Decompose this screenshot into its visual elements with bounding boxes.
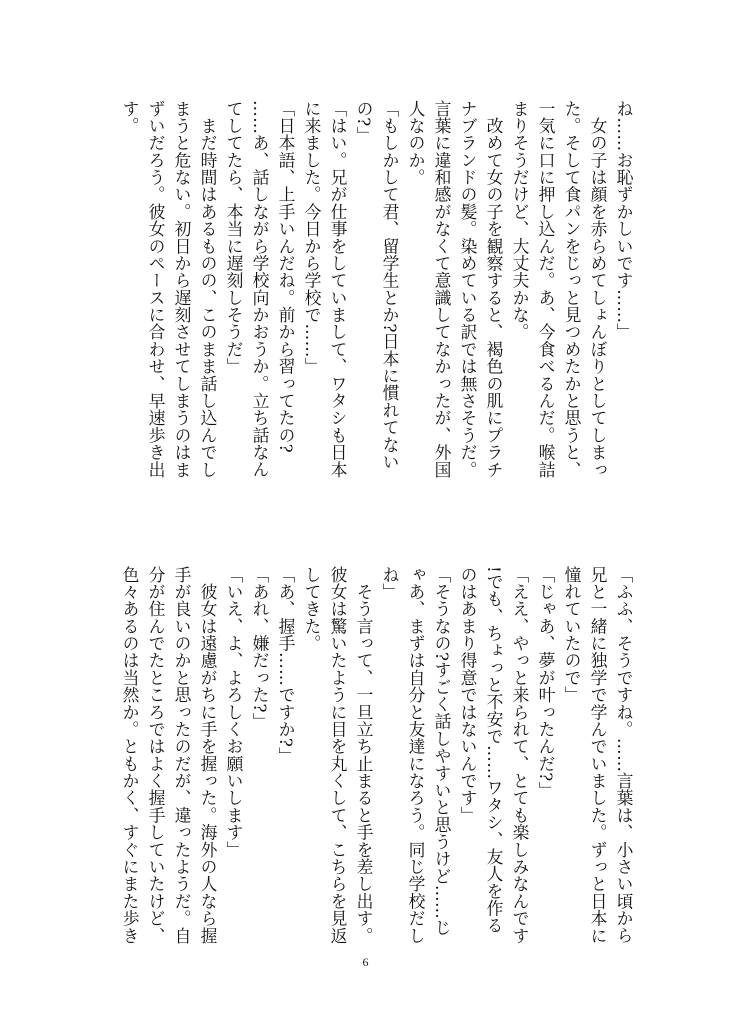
text-line: 「じゃあ、夢が叶ったんだ?」 — [536, 566, 556, 799]
text-line: ナブランドの髪。染めている訳では無さそうだ。 — [458, 100, 478, 479]
text-line: してきた。 — [302, 566, 322, 652]
text-line: 「もしかして君、留学生とか?日本に慣れてない — [380, 100, 400, 471]
text-line: 彼女は驚いたように目を丸くして、こちらを見返 — [328, 566, 348, 945]
text-line: ゃあ、まずは自分と友達になろう。同じ学校だし — [406, 566, 426, 945]
text-line: 「はい。兄が仕事をしていまして、ワタシも日本 — [328, 100, 348, 479]
text-line: ……あ、話しながら学校向かおうか。立ち話なん — [250, 100, 270, 479]
text-line: 人なのか。 — [406, 100, 426, 186]
text-line: 「日本語、上手いんだね。前から習ってたの? — [276, 100, 296, 454]
text-line: 一気に口に押し込んだ。あ、今食べるんだ。喉詰 — [536, 100, 556, 479]
top-text-block — [117, 100, 637, 502]
text-line: のはあまり得意ではないんです」 — [458, 566, 478, 824]
text-line: ね……お恥ずかしいです……」 — [614, 100, 634, 341]
text-line: ね」 — [380, 566, 400, 601]
text-line: そう言って、一旦立ち止まると手を差し出す。 — [354, 566, 374, 945]
text-line: の?」 — [354, 100, 374, 144]
text-line: 言葉に違和感がなくて意識してなかったが、外国 — [432, 100, 452, 479]
text-line: に来ました。今日から学校で……」 — [302, 100, 322, 376]
text-line: まだ時間はあるものの、このまま話し込んでし — [198, 100, 218, 479]
text-line: てしてたら、本当に遅刻しそうだ」 — [224, 100, 244, 376]
text-line: 「あれ、嫌だった?」 — [250, 566, 270, 731]
text-line: 色々あるのは当然か。ともかく、すぐにまた歩き — [120, 566, 140, 945]
text-line: 「ええ、やっと来られて、とても楽しみなんです — [510, 566, 530, 945]
text-line: 手が良いのかと思ったのだが、違ったようだ。自 — [172, 566, 192, 945]
text-line: 「ふふ、そうですね。……言葉は、小さい頃から — [614, 566, 634, 945]
text-line: ずいだろう。彼女のペースに合わせ、早速歩き出 — [146, 100, 166, 479]
page-number: 6 — [362, 955, 369, 969]
text-line: 「そうなの?すごく話しやすいと思うけど……じ — [432, 566, 452, 937]
text-line: まうと危ない。初日から遅刻させてしまうのはま — [172, 100, 192, 479]
text-line: 憧れていたので」 — [562, 566, 582, 704]
text-line: す。 — [120, 100, 140, 135]
text-line: まりそうだけど、大丈夫かな。 — [510, 100, 530, 341]
text-line: 「いえ、よ、よろしくお願いします」 — [224, 566, 244, 859]
text-line: 改めて女の子を観察すると、褐色の肌にプラチ — [484, 100, 504, 479]
text-line: 女の子は顔を赤らめてしょんぼりとしてしまっ — [588, 100, 608, 479]
text-line: 彼女は遠慮がちに手を握った。海外の人なら握 — [198, 566, 218, 945]
text-line: !でも、ちょっと不安で……ワタシ、友人を作る — [484, 566, 504, 935]
bottom-text-block — [117, 566, 637, 946]
text-line: た。そして食パンをじっと見つめたかと思うと、 — [562, 100, 582, 479]
text-line: 分が住んでたところではよく握手していたけど、 — [146, 566, 166, 945]
text-line: 「あ、握手……ですか?」 — [276, 566, 296, 765]
text-line: 兄と一緒に独学で学んでいました。ずっと日本に — [588, 566, 608, 945]
